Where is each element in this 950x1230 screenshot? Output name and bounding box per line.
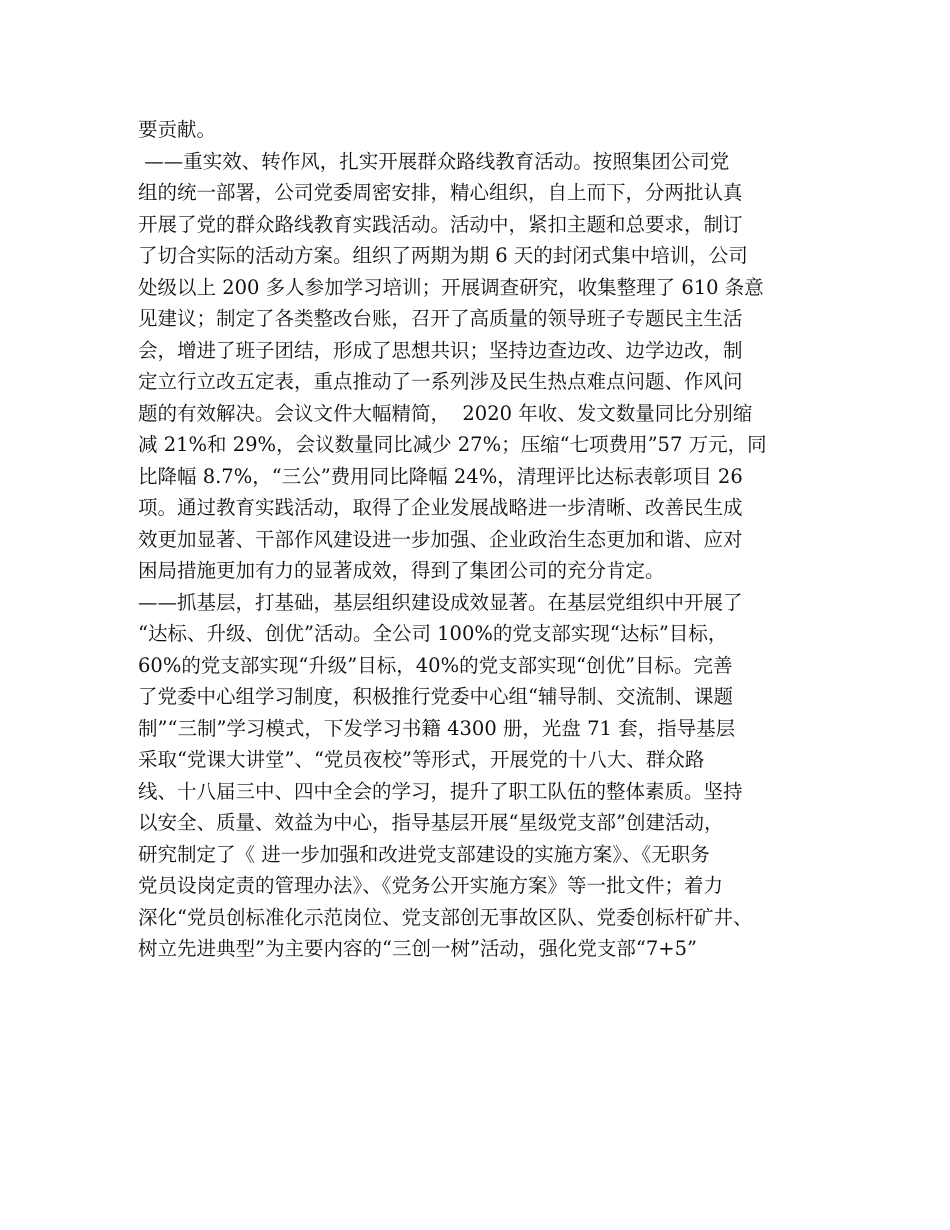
text-line: 了党委中心组学习制度，积极推行党委中心组“辅导制、交流制、课题 <box>138 685 733 708</box>
text-line: 党员设岗定责的管理办法》、《党务公开实施方案》等一批文件；着力 <box>138 874 724 897</box>
text-line: 减 21%和 29%，会议数量同比减少 27%；压缩“七项费用”57 万元，同 <box>138 433 767 456</box>
text-line: 制”“三制”学习模式，下发学习书籍 4300 册，光盘 71 套，指导基层 <box>138 716 736 740</box>
text-line: 深化“党员创标准化示范岗位、党支部创无事故区队、党委创标杆矿井、 <box>138 905 753 929</box>
text-line: 组的统一部署，公司党委周密安排，精心组织，自上而下，分两批认真 <box>138 181 743 204</box>
text-line: 采取“党课大讲堂”、“党员夜校”等形式，开展党的十八大、群众路 <box>138 748 705 771</box>
text-line: 效更加显著、干部作风建设进一步加强、企业政治生态更加和谐、应对 <box>138 527 743 551</box>
text-line: 定立行立改五定表，重点推动了一系列涉及民生热点难点问题、作风问 <box>138 370 743 393</box>
text-line: 会，增进了班子团结，形成了思想共识；坚持边查边改、边学边改，制 <box>138 338 743 362</box>
text-line: 了切合实际的活动方案。组织了两期为期 6 天的封闭式集中培训，公司 <box>138 244 748 267</box>
text-line: 研究制定了《 进一步加强和改进党支部建设的实施方案》、《无职务 <box>138 842 710 866</box>
text-line: 开展了党的群众路线教育实践活动。活动中，紧扣主题和总要求，制订 <box>138 212 743 236</box>
text-line: 项。通过教育实践活动，取得了企业发展战略进一步清晰、改善民生成 <box>138 496 743 519</box>
text-line: 60%的党支部实现“升级”目标，40%的党支部实现“创优”目标。完善 <box>138 653 733 677</box>
text-line: 比降幅 8.7%，“三公”费用同比降幅 24%，清理评比达标表彰项目 26 <box>138 464 743 488</box>
text-line: 处级以上 200 多人参加学习培训；开展调查研究，收集整理了 610 条意 <box>138 275 764 299</box>
text-line: 树立先进典型”为主要内容的“三创一树”活动，强化党支部“7+5” <box>138 937 697 960</box>
text-line: “达标、升级、创优”活动。全公司 100%的党支部实现“达标”目标， <box>138 622 728 645</box>
text-line: ——重实效、转作风，扎实开展群众路线教育活动。按照集团公司党 <box>138 149 730 173</box>
body-text <box>138 114 838 965</box>
text-line: 困局措施更加有力的显著成效，得到了集团公司的充分肯定。 <box>138 559 665 582</box>
text-line: 题的有效解决。会议文件大幅精简， 2020 年收、发文数量同比分别缩 <box>138 401 753 425</box>
text-line: 见建议；制定了各类整改台账，召开了高质量的领导班子专题民主生活 <box>138 307 743 330</box>
text-line: 线、十八届三中、四中全会的学习，提升了职工队伍的整体素质。坚持 <box>138 779 743 803</box>
text-line: 以安全、质量、效益为中心，指导基层开展“星级党支部”创建活动， <box>138 811 724 834</box>
text-line: ——抓基层，打基础，基层组织建设成效显著。在基层党组织中开展了 <box>138 590 743 614</box>
text-line: 要贡献。 <box>138 118 217 141</box>
